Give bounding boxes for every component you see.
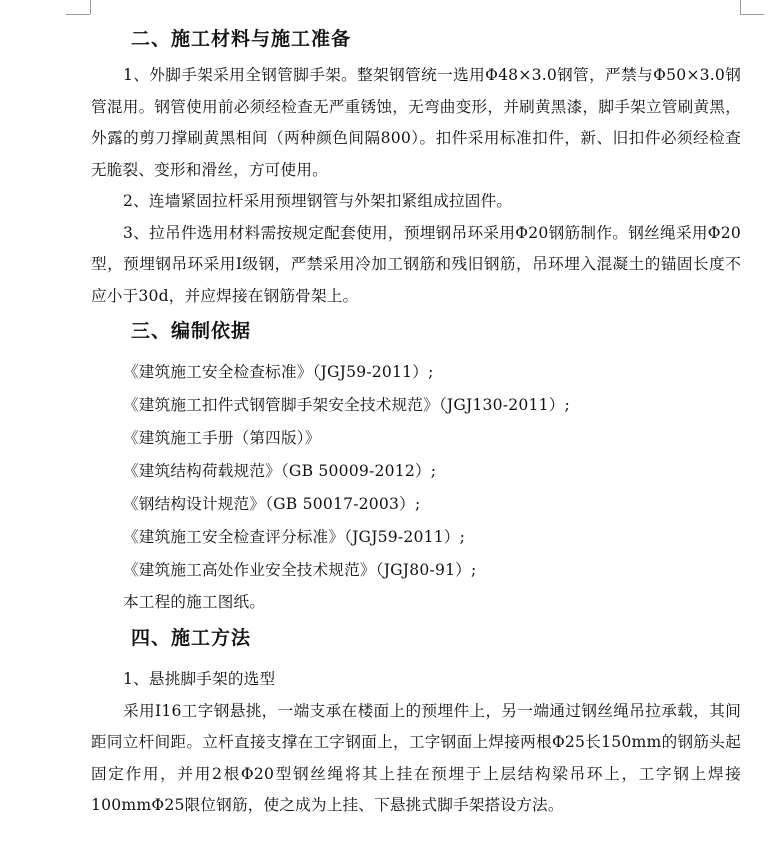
paragraph: 采用I16工字钢悬挑，一端支承在楼面上的预埋件上，另一端通过钢丝绳吊拉承载，其间距同立杆间距。立杆直接支撑在工字钢面上，工字钢面上焊接两根Φ25长150mm的钢筋头起固定作用，并用2根Φ20型钢丝绳将其上挂在预埋于上层结构梁吊环上，工字钢上焊接100mmΦ25限位钢筋，使之成为上挂、下悬挑式脚手架搭设方法。 [91,701,741,814]
crop-mark-top-left [90,0,91,14]
reference-closing: 本工程的施工图纸。 [123,593,266,611]
reference-item: 《建筑结构荷载规范》（GB 50009-2012）; [123,462,437,480]
crop-mark-top-right [740,0,741,14]
section-heading: 三、编制依据 [131,320,252,342]
reference-item: 《钢结构设计规范》（GB 50017-2003）; [123,495,421,513]
crop-mark-top-right [740,14,764,15]
reference-item: 《建筑施工手册（第四版）》 [123,429,321,447]
reference-item: 《建筑施工高处作业安全技术规范》（JGJ80-91）; [123,561,477,579]
reference-item: 《建筑施工安全检查标准》（JGJ59-2011）; [123,363,434,381]
subsection-heading: 1、悬挑脚手架的选型 [123,669,276,688]
paragraph: 3、拉吊件选用材料需按规定配套使用，预埋钢吊环采用Φ20钢筋制作。钢丝绳采用Φ20型，预埋钢吊环采用Ⅰ级钢，严禁采用冷加工钢筋和残旧钢筋，吊环埋入混凝土的锚固长度不应小于30d，并应焊接在钢筋骨架上。 [91,223,741,305]
document-body [91,24,741,822]
paragraph: 2、连墙紧固拉杆采用预埋钢管与外架扣紧组成拉固件。 [123,192,513,210]
paragraph: 1、外脚手架采用全钢管脚手架。整架钢管统一选用Φ48×3.0钢管，严禁与Φ50×3.0钢管混用。钢管使用前必须经检查无严重锈蚀，无弯曲变形，并刷黄黑漆，脚手架立管刷黄黑，外露的剪刀撑刷黄黑相间（两种颜色间隔800）。扣件采用标准扣件，新、旧扣件必须经检查无脆裂、变形和滑丝，方可使用。 [91,66,741,179]
reference-item: 《建筑施工安全检查评分标准》（JGJ59-2011）; [123,528,466,546]
section-heading: 四、施工方法 [131,626,252,649]
section-heading: 二、施工材料与施工准备 [131,28,352,50]
reference-item: 《建筑施工扣件式钢管脚手架安全技术规范》（JGJ130-2011）; [123,396,570,414]
crop-mark-top-left [66,14,90,15]
